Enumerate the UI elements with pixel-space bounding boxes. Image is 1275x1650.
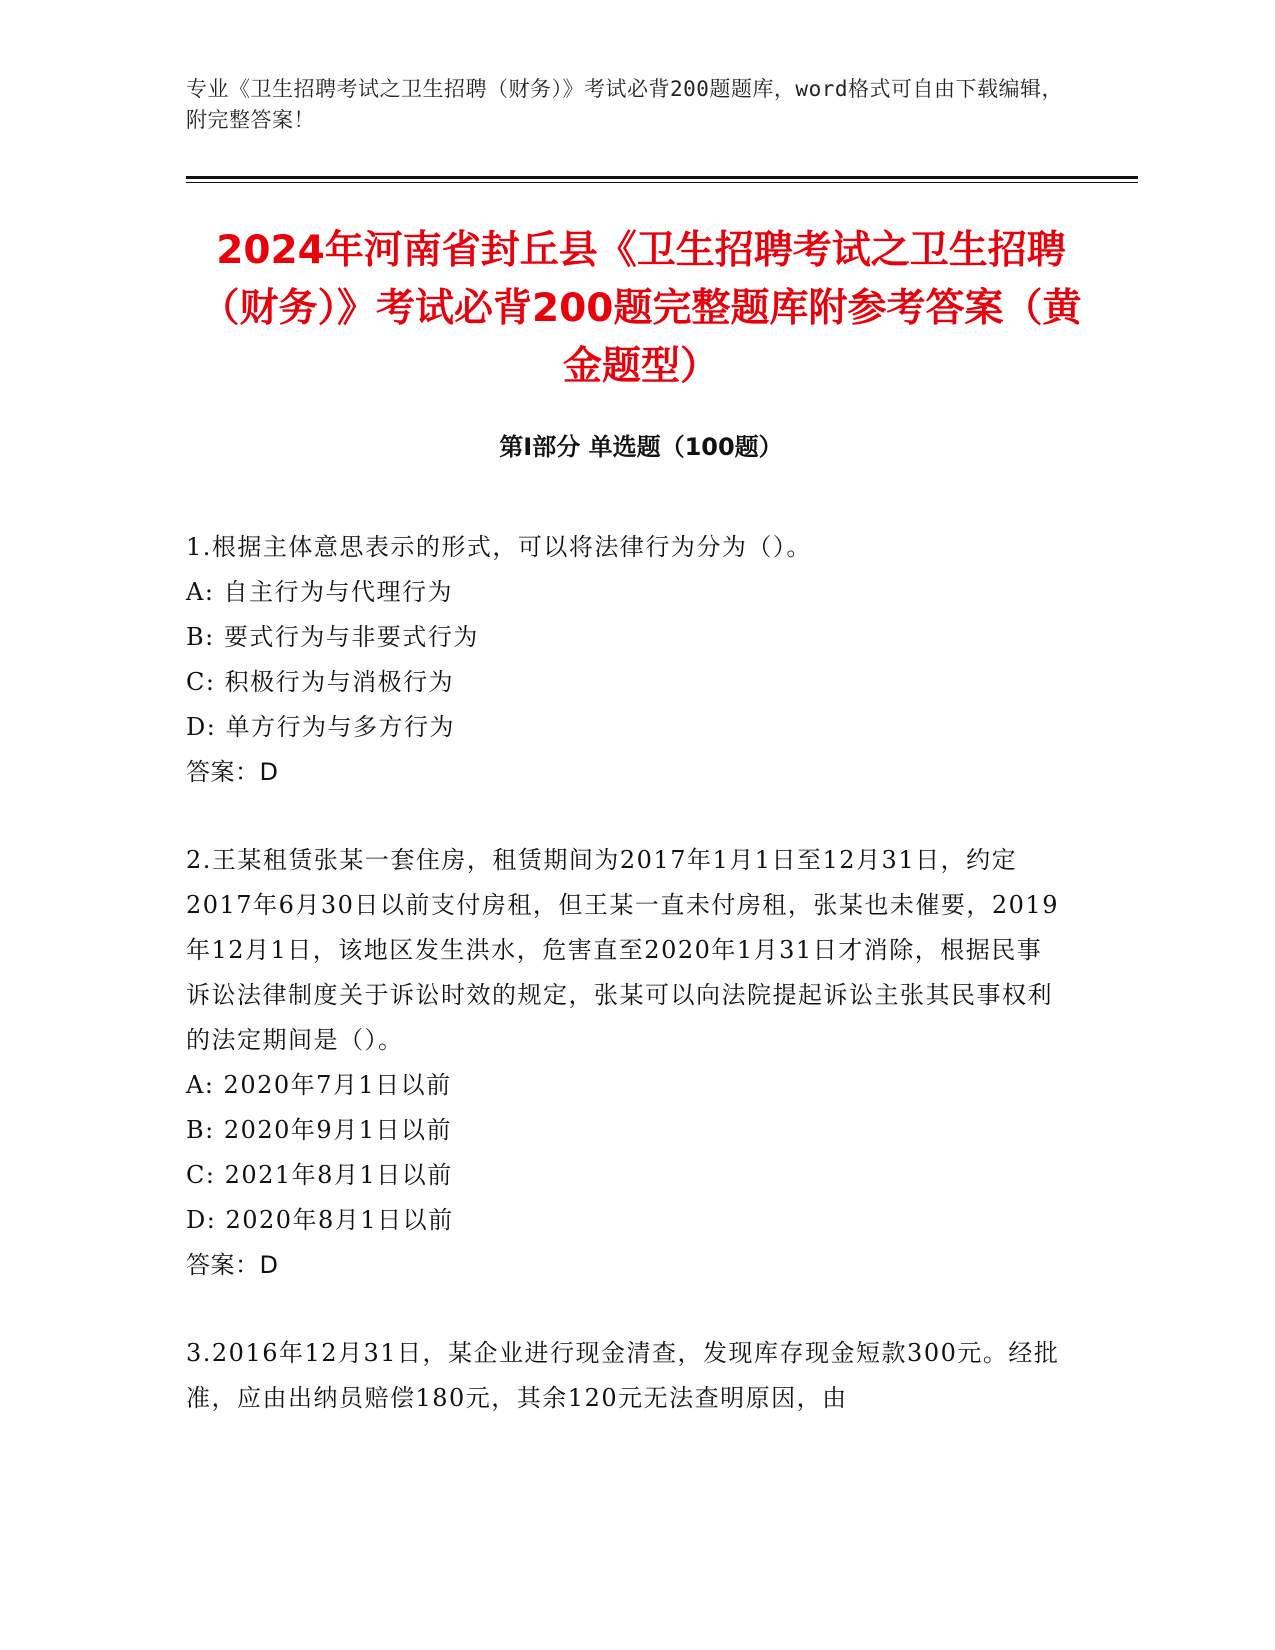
header-rule-thin <box>186 182 1138 183</box>
question-stem: 2.王某租赁张某一套住房，租赁期间为2017年1月1日至12月31日，约定2017年6月30日以前支付房租，但王某一直未付房租，张某也未催要，2019年12月1日，该地区发生洪水，危害直至2020年1月31日才消除，根据民事诉讼法律制度关于诉讼时效的规定，张某可以向法院提起诉讼主张其民事权利的法定期间是（）。 <box>186 846 1059 1054</box>
header-rule-thick <box>186 176 1138 179</box>
option-d: D: 单方行为与多方行为 <box>186 713 455 741</box>
question-2 <box>186 838 1066 1288</box>
option-a: A: 自主行为与代理行为 <box>186 578 454 606</box>
question-stem: 1.根据主体意思表示的形式，可以将法律行为分为（）。 <box>186 533 812 561</box>
answer: 答案：D <box>186 1251 279 1279</box>
section-title: 第I部分 单选题（100题） <box>499 433 783 461</box>
question-list <box>186 525 1066 1464</box>
header-note: 专业《卫生招聘考试之卫生招聘（财务）》考试必背200题题库，word格式可自由下载编辑，附完整答案！ <box>186 77 1063 132</box>
option-c: C: 2021年8月1日以前 <box>186 1161 453 1189</box>
option-b: B: 2020年9月1日以前 <box>186 1116 452 1144</box>
option-c: C: 积极行为与消极行为 <box>186 668 455 696</box>
question-stem: 3.2016年12月31日，某企业进行现金清查，发现库存现金短款300元。经批准，应由出纳员赔偿180元，其余120元无法查明原因，由 <box>186 1339 1060 1412</box>
answer: 答案：D <box>186 758 279 786</box>
question-3 <box>186 1331 1066 1421</box>
option-b: B: 要式行为与非要式行为 <box>186 623 479 651</box>
option-a: A: 2020年7月1日以前 <box>186 1071 452 1099</box>
option-d: D: 2020年8月1日以前 <box>186 1206 454 1234</box>
question-1 <box>186 525 1066 795</box>
document-title: 2024年河南省封丘县《卫生招聘考试之卫生招聘（财务）》考试必背200题完整题库附参考答案（黄金题型） <box>200 228 1082 389</box>
